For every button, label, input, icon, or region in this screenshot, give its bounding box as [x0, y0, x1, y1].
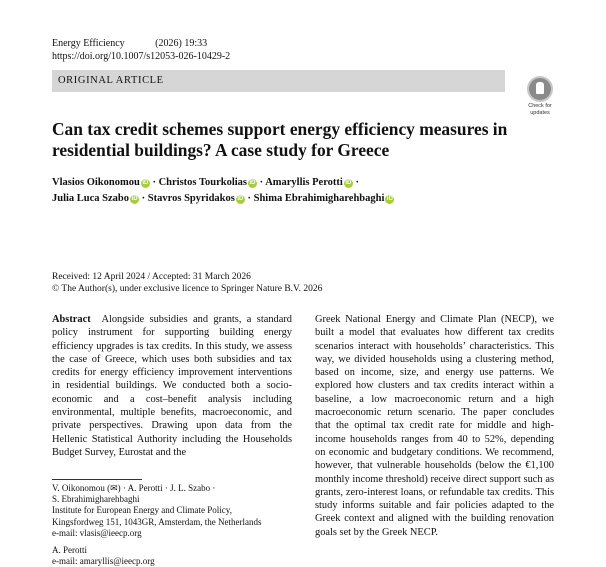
abstract-text-left: Alongside subsidies and grants, a standard policy instrument for supporting building energy efficiency upgrades is tax credits. In this study, we assess the case of Greece, which uses both subsidies and tax credits for energy efficiency improvement interventions in residential buildings. We conducted both a socio-economic and a cost–benefit analysis including environmental, multiple benefits, macroeconomic, and private perspectives. Drawing upon data from the Hellenic Statistical Authority including the Households Budget Survey, Eurostat and the [52, 314, 292, 458]
article-type-banner: ORIGINAL ARTICLE [52, 70, 505, 92]
footnote-divider [52, 479, 142, 480]
author-name[interactable]: Vlasios Oikonomou [52, 177, 140, 188]
journal-name: Energy Efficiency [52, 38, 125, 49]
author-name[interactable]: Stavros Spyridakos [147, 193, 235, 204]
orcid-icon[interactable]: iD [142, 180, 149, 186]
affiliation-second-name: A. Perotti [52, 545, 87, 556]
copyright-line: © The Author(s), under exclusive licence to Springer Nature B.V. 2026 [52, 284, 323, 294]
author-name[interactable]: Christos Tourkolias [158, 177, 247, 188]
article-title: Can tax credit schemes support energy efficiency measures in residential buildings? A case study for Greece [52, 119, 508, 160]
author-separator: · [149, 177, 159, 188]
author-name[interactable]: Amaryllis Perotti [265, 177, 343, 188]
check-updates-icon [527, 76, 553, 102]
author-separator: · [244, 193, 254, 204]
author-name[interactable]: Julia Luca Szabo [52, 193, 130, 204]
author-separator: · [139, 193, 148, 204]
doi-link[interactable]: https://doi.org/10.1007/s12053-026-10429-2 [52, 51, 231, 62]
affiliation-email[interactable]: e-mail: vlasis@ieecp.org [52, 527, 142, 538]
received-accepted: Received: 12 April 2024 / Accepted: 31 March 2026 [52, 272, 251, 282]
check-for-updates-badge[interactable] [523, 76, 557, 118]
journal-volume: (2026) 19:33 [155, 38, 208, 49]
article-dates [52, 271, 322, 295]
badge-line2: updates [530, 110, 550, 116]
affiliation-address: Kingsfordweg 151, 1043GR, Amsterdam, the Netherlands [52, 516, 262, 527]
abstract-right-column: Greek National Energy and Climate Plan (NECP), we built a model that evaluates how different tax credits scenarios interact with households’ characteristics. This way, we divided households using a clustering method, based on income, size, and energy use patterns. We explored how clusters and tax credits interact within a baseline, a low macroeconomic return and a high macroeconomic return scenario. The paper concludes that the optimal tax credit rate for middle and high-income households ranges from 40 to 52%, depending on economic and budgetary conditions. We recommend, however, that vulnerable households (below the €1,100 monthly income threshold) receive direct support such as grants, zero-interest loans, or refundable tax credits. This study informs suitable and fair policies adapted to the Greek context and aligned with the building renovation goals set by the Greek NECP. [315, 314, 554, 538]
journal-header [52, 38, 207, 50]
affiliation-block [52, 483, 292, 567]
affiliation-names-line2: S. Ebrahimigharehbaghi [52, 494, 140, 505]
author-name[interactable]: Shima Ebrahimigharehbaghi [253, 193, 385, 204]
orcid-icon[interactable]: iD [386, 196, 393, 202]
author-list [52, 175, 512, 207]
author-separator: · [352, 177, 359, 188]
abstract-heading: Abstract [52, 314, 91, 325]
affiliation-names-line1: V. Oikonomou (✉) · A. Perotti · J. L. Szabo · [52, 483, 216, 493]
affiliation-second-email[interactable]: e-mail: amaryllis@ieecp.org [52, 556, 155, 567]
orcid-icon[interactable]: iD [237, 196, 244, 202]
affiliation-institute: Institute for European Energy and Climate Policy, [52, 505, 232, 516]
badge-line1: Check for [528, 103, 552, 109]
abstract-left-column [52, 313, 292, 459]
orcid-icon[interactable]: iD [345, 180, 352, 186]
author-separator: · [257, 177, 266, 188]
orcid-icon[interactable]: iD [249, 180, 256, 186]
orcid-icon[interactable]: iD [131, 196, 138, 202]
